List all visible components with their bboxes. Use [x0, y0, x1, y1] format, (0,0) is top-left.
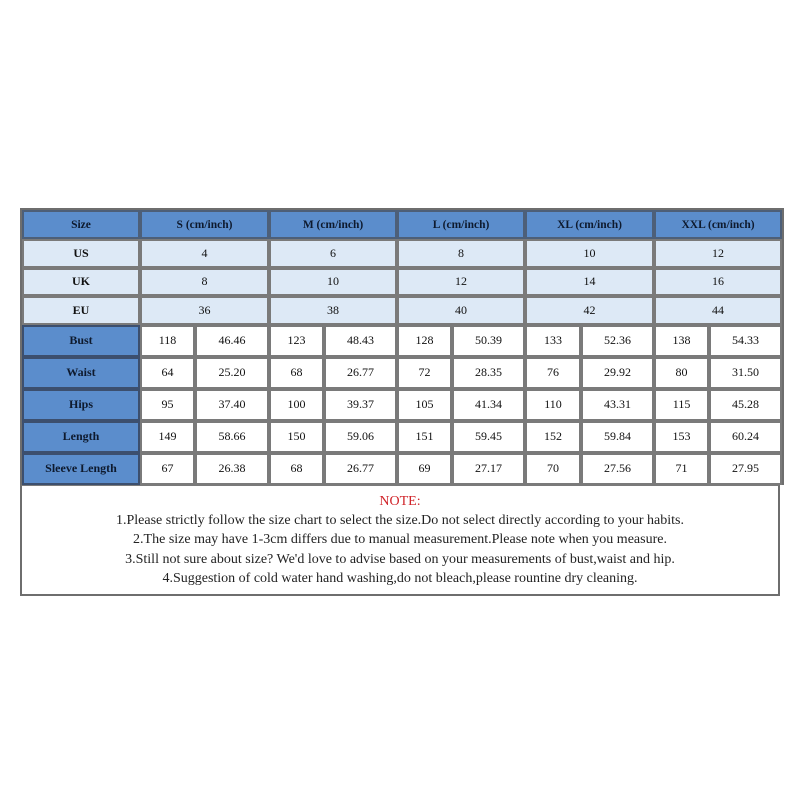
note-line-1: 1.Please strictly follow the size chart to select the size.Do not select directly according to your habits.: [116, 512, 684, 528]
table-cell: 105: [397, 389, 452, 421]
table-cell: 71: [654, 453, 709, 485]
table-cell: 6: [269, 239, 397, 268]
table-cell: 128: [397, 325, 452, 357]
table-cell: 149: [140, 421, 195, 453]
table-cell: 26.77: [324, 357, 397, 389]
table-cell: 138: [654, 325, 709, 357]
table-cell: 12: [397, 268, 525, 297]
note-title: NOTE:: [379, 493, 421, 509]
table-cell: 39.37: [324, 389, 397, 421]
table-cell: 59.06: [324, 421, 397, 453]
table-cell: 52.36: [581, 325, 654, 357]
measurement-row-waist: [22, 357, 782, 389]
table-cell: 153: [654, 421, 709, 453]
size-chart: [20, 208, 780, 596]
table-cell: 68: [269, 357, 324, 389]
table-cell: 110: [525, 389, 581, 421]
table-cell: 38: [269, 296, 397, 325]
table-cell: 8: [397, 239, 525, 268]
table-cell: 41.34: [452, 389, 525, 421]
table-cell: 80: [654, 357, 709, 389]
table-cell: 31.50: [709, 357, 782, 389]
note-line-4: 4.Suggestion of cold water hand washing,do not bleach,please rountine dry cleaning.: [162, 571, 638, 586]
table-cell: 59.45: [452, 421, 525, 453]
measurement-row-hips: [22, 389, 782, 421]
header-size-l: L (cm/inch): [397, 210, 525, 239]
header-size-m: M (cm/inch): [269, 210, 397, 239]
header-size-xl: XL (cm/inch): [525, 210, 654, 239]
table-cell: 150: [269, 421, 324, 453]
row-label: Waist: [22, 357, 140, 389]
table-cell: 44: [654, 296, 782, 325]
table-cell: 4: [140, 239, 269, 268]
table-cell: 72: [397, 357, 452, 389]
table-cell: 16: [654, 268, 782, 297]
table-cell: 69: [397, 453, 452, 485]
table-cell: 68: [269, 453, 324, 485]
table-cell: 12: [654, 239, 782, 268]
table-cell: 100: [269, 389, 324, 421]
note-box: [20, 485, 780, 596]
table-cell: 50.39: [452, 325, 525, 357]
table-cell: 25.20: [195, 357, 269, 389]
table-cell: 27.17: [452, 453, 525, 485]
table-cell: 64: [140, 357, 195, 389]
table-cell: 118: [140, 325, 195, 357]
table-cell: 26.38: [195, 453, 269, 485]
table-cell: 58.66: [195, 421, 269, 453]
note-line-2: 2.The size may have 1-3cm differs due to manual measurement.Please note when you measure.: [133, 532, 667, 547]
table-cell: 27.95: [709, 453, 782, 485]
header-row: [22, 210, 782, 239]
note-line-3: 3.Still not sure about size? We'd love to advise based on your measurements of bust,waist and hip.: [125, 551, 675, 567]
table-cell: 36: [140, 296, 269, 325]
row-label: UK: [22, 268, 140, 297]
table-cell: 67: [140, 453, 195, 485]
table-cell: 133: [525, 325, 581, 357]
header-size-xxl: XXL (cm/inch): [654, 210, 782, 239]
row-label: EU: [22, 296, 140, 325]
table-cell: 14: [525, 268, 654, 297]
table-cell: 152: [525, 421, 581, 453]
table-cell: 70: [525, 453, 581, 485]
table-cell: 60.24: [709, 421, 782, 453]
header-size-s: S (cm/inch): [140, 210, 269, 239]
table-cell: 27.56: [581, 453, 654, 485]
table-cell: 45.28: [709, 389, 782, 421]
row-label: Sleeve Length: [22, 453, 140, 485]
table-cell: 40: [397, 296, 525, 325]
conversion-row-uk: [22, 268, 782, 297]
table-cell: 95: [140, 389, 195, 421]
table-cell: 115: [654, 389, 709, 421]
table-cell: 123: [269, 325, 324, 357]
measurement-row-length: [22, 421, 782, 453]
table-cell: 29.92: [581, 357, 654, 389]
table-cell: 48.43: [324, 325, 397, 357]
table-cell: 28.35: [452, 357, 525, 389]
row-label: Hips: [22, 389, 140, 421]
table-cell: 8: [140, 268, 269, 297]
table-cell: 76: [525, 357, 581, 389]
measurement-row-sleeve-length: [22, 453, 782, 485]
table-cell: 10: [269, 268, 397, 297]
row-label: US: [22, 239, 140, 268]
size-table: [20, 208, 784, 485]
conversion-row-eu: [22, 296, 782, 325]
table-cell: 10: [525, 239, 654, 268]
table-cell: 59.84: [581, 421, 654, 453]
measurement-row-bust: [22, 325, 782, 357]
table-cell: 151: [397, 421, 452, 453]
row-label: Length: [22, 421, 140, 453]
table-cell: 46.46: [195, 325, 269, 357]
table-cell: 54.33: [709, 325, 782, 357]
table-cell: 42: [525, 296, 654, 325]
table-cell: 26.77: [324, 453, 397, 485]
header-size-label: Size: [22, 210, 140, 239]
table-cell: 43.31: [581, 389, 654, 421]
row-label: Bust: [22, 325, 140, 357]
table-cell: 37.40: [195, 389, 269, 421]
conversion-row-us: [22, 239, 782, 268]
